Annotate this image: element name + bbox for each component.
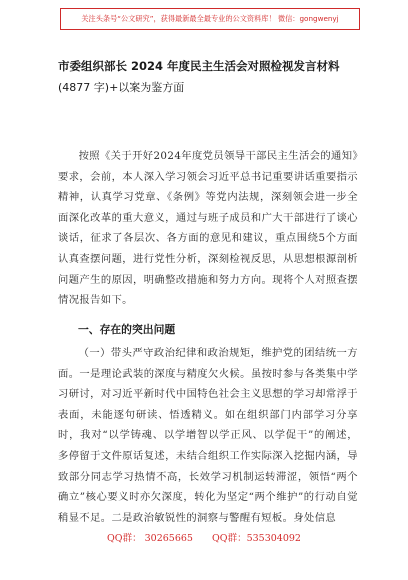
footer-qq-group-2: QQ群：535304092: [212, 533, 301, 544]
promo-banner-text: 关注头条号“公文研究”，获得最新最全最专业的公文资料库！ 微信：gongwenyj: [81, 14, 339, 23]
section-heading: 一、存在的突出问题: [78, 323, 176, 336]
document-subtitle: (4877 字)+以案为鉴方面: [58, 81, 185, 94]
footer-contact: [0, 532, 408, 546]
promo-banner: [60, 8, 360, 30]
document-title: 市委组织部长 2024 年度民主生活会对照检视发言材料: [58, 59, 340, 73]
footer-qq-group-1: QQ群： 30265665: [107, 533, 193, 544]
section-paragraph: （一）带头严守政治纪律和政治规矩，维护党的团结统一方面。一是理论武装的深度与精度欠火候。虽按时参与各类集中学习研讨，对习近平新时代中国特色社会主义思想的学习却常浮于表面，未能逐句研读、悟透精义。如在组织部门内部学习分享时，我对“以学铸魂、以学增智以学正风、以学促干”的阐述，多停留于文件原话复述，未结合组织工作实际深入挖掘内涵，导致部分同志学习热情不高，长效学习机制运转滞涩，领悟“两个确立”核心要义时亦欠深度，转化为坚定“两个维护”的行动自觉稍显不足。二是政治敏锐性的洞察与警醒有短板。身处信息: [58, 347, 358, 524]
intro-paragraph: 按照《关于开好2024年度党员领导干部民主生活会的通知》要求，会前，本人深入学习领会习近平总书记重要讲话重要指示精神，认真学习党章、《条例》等党内法规，深刻领会进一步全面深化改革的重大意义，通过与班子成员和广大干部进行了谈心谈话，征求了各层次、各方面的意见和建议，重点围绕5个方面认真查摆问题，进行党性分析，深刻检视反思，从思想根源剖析问题产生的原因，明确整改措施和努力方向。现将个人对照查摆情况报告如下。: [58, 150, 358, 307]
